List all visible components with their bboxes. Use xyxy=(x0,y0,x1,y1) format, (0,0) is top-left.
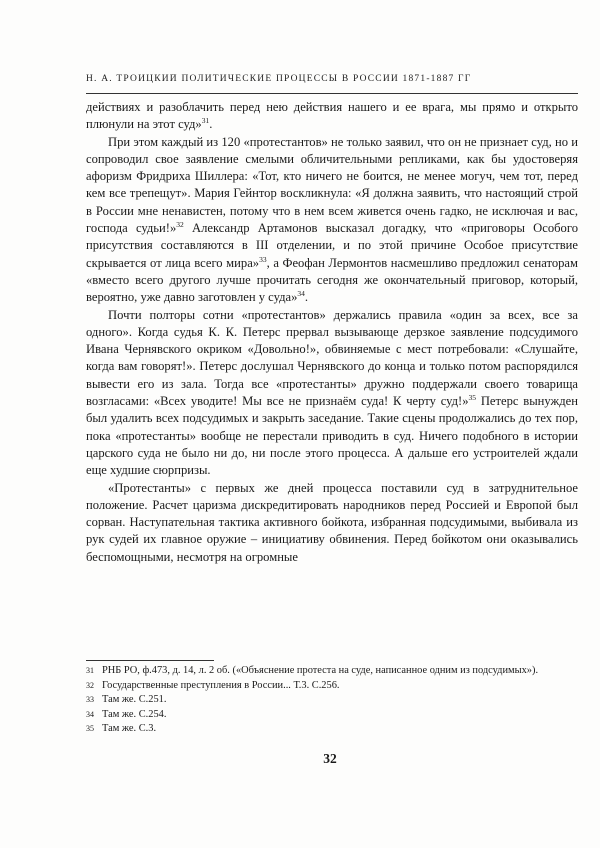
footnotes xyxy=(86,664,578,737)
footnote-text: РНБ РО, ф.473, д. 14, л. 2 об. («Объяснение протеста на суде, написанное одним из подсудимых»). xyxy=(102,665,539,676)
footnote-ref-32[interactable]: 32 xyxy=(176,219,184,229)
footnote-ref-35[interactable]: 35 xyxy=(468,392,477,402)
header-rule xyxy=(86,93,578,94)
running-header: Н. А. ТРОИЦКИЙ ПОЛИТИЧЕСКИЕ ПРОЦЕССЫ В РОССИИ 1871-1887 ГГ xyxy=(86,74,472,84)
footnote-text: Там же. С.3. xyxy=(102,723,157,735)
footnote-text: Государственные преступления в России... Т.3. С.256. xyxy=(102,679,340,691)
footnote-text: Там же. С.251. xyxy=(102,694,167,706)
footnote xyxy=(86,664,578,679)
footnote xyxy=(86,693,578,708)
footnote-number: 34 xyxy=(86,709,94,719)
footnote xyxy=(86,722,578,737)
footnote-number: 32 xyxy=(86,680,94,690)
paragraph-1: действиях и разоблачить перед нею действия нашего и ее врага, мы прямо и открыто плюнули на этот суд»$^{31}$. xyxy=(86,100,578,132)
body-text xyxy=(86,99,578,566)
footnote-number: 35 xyxy=(86,724,94,734)
footnote-ref-31[interactable]: 31 xyxy=(201,116,210,126)
footnote-ref-34[interactable]: 34 xyxy=(297,289,305,299)
footnote-ref-33[interactable]: 33 xyxy=(259,254,267,264)
footnote xyxy=(86,708,578,723)
footnote-number: 31 xyxy=(86,666,94,675)
footnote xyxy=(86,679,578,694)
footnote-rule xyxy=(86,660,214,661)
footnote-number: 33 xyxy=(86,695,94,705)
paragraph-4: «Протестанты» с первых же дней процесса поставили суд в затруднительное положение. Расчет царизма дискредитировать народников перед Россией и Европой был сорван. Наступательная тактика активного бойкота, избранная подсудимыми, выбивала из рук судей их главное оружие – инициативу обвинения. Перед бойкотом они оказывались беспомощными, несмотря на огромные xyxy=(86,480,578,564)
paragraph-2: При этом каждый из 120 «протестантов» не только заявил, что он не признает суд, но и сопроводил свое заявление смелыми обличительными репликами, как бы удостоверяя афоризм Фридриха Шиллера: «Тот, кто ничего не боится, не менее могуч, чем тот, перед кем все трепещут». Мария Гейнтор воскликнула: «Я должна заявить, что настоящий строй в России мне ненавистен, потому что в нем всем живется очень гадко, не исключая и вас, господа судьи!»$^{32}$ Александр Артамонов высказал догадку, что «приговоры Особого присутствия составляются в III отделении, и по этой причине Особое присутствие скрывается от лица всего мира»$^{33}$, а Феофан Лермонтов насмешливо предложил сенаторам «вместо всего другого лучше прочитать сегодня же окончательный приговор, который, вероятно, уже давно заготовлен у суда»$^{34}$. xyxy=(86,134,579,305)
paragraph-3: Почти полторы сотни «протестантов» держались правила «один за всех, все за одного». Когда судья К. К. Петерс прервал вызывающе дерзкое заявление подсудимого Ивана Чернявского окриком «Довольно!», обвиняемые с мест потребовали: «Слушайте, когда вам говорят!». Петерс дослушал Чернявского до конца и только потом распорядился вывести его из зала. Тогда все «протестанты» дружно поддержали своего товарища возгласами: «Всех уводите! Мы все не признаём суда! К черту суд!»$^{35}$ Петерс вынужден был удалить всех подсудимых и закрыть заседание. Такие сцены продолжались до тех пор, пока «протестанты» вообще не перестали приводить в суд. Ничего подобного в истории царского суда не было ни до, ни после этого процесса. А дальше его устроителей ждали еще худшие сюрпризы. xyxy=(86,307,578,478)
page-number: 32 xyxy=(323,751,337,766)
footnote-text: Там же. С.254. xyxy=(102,708,167,720)
